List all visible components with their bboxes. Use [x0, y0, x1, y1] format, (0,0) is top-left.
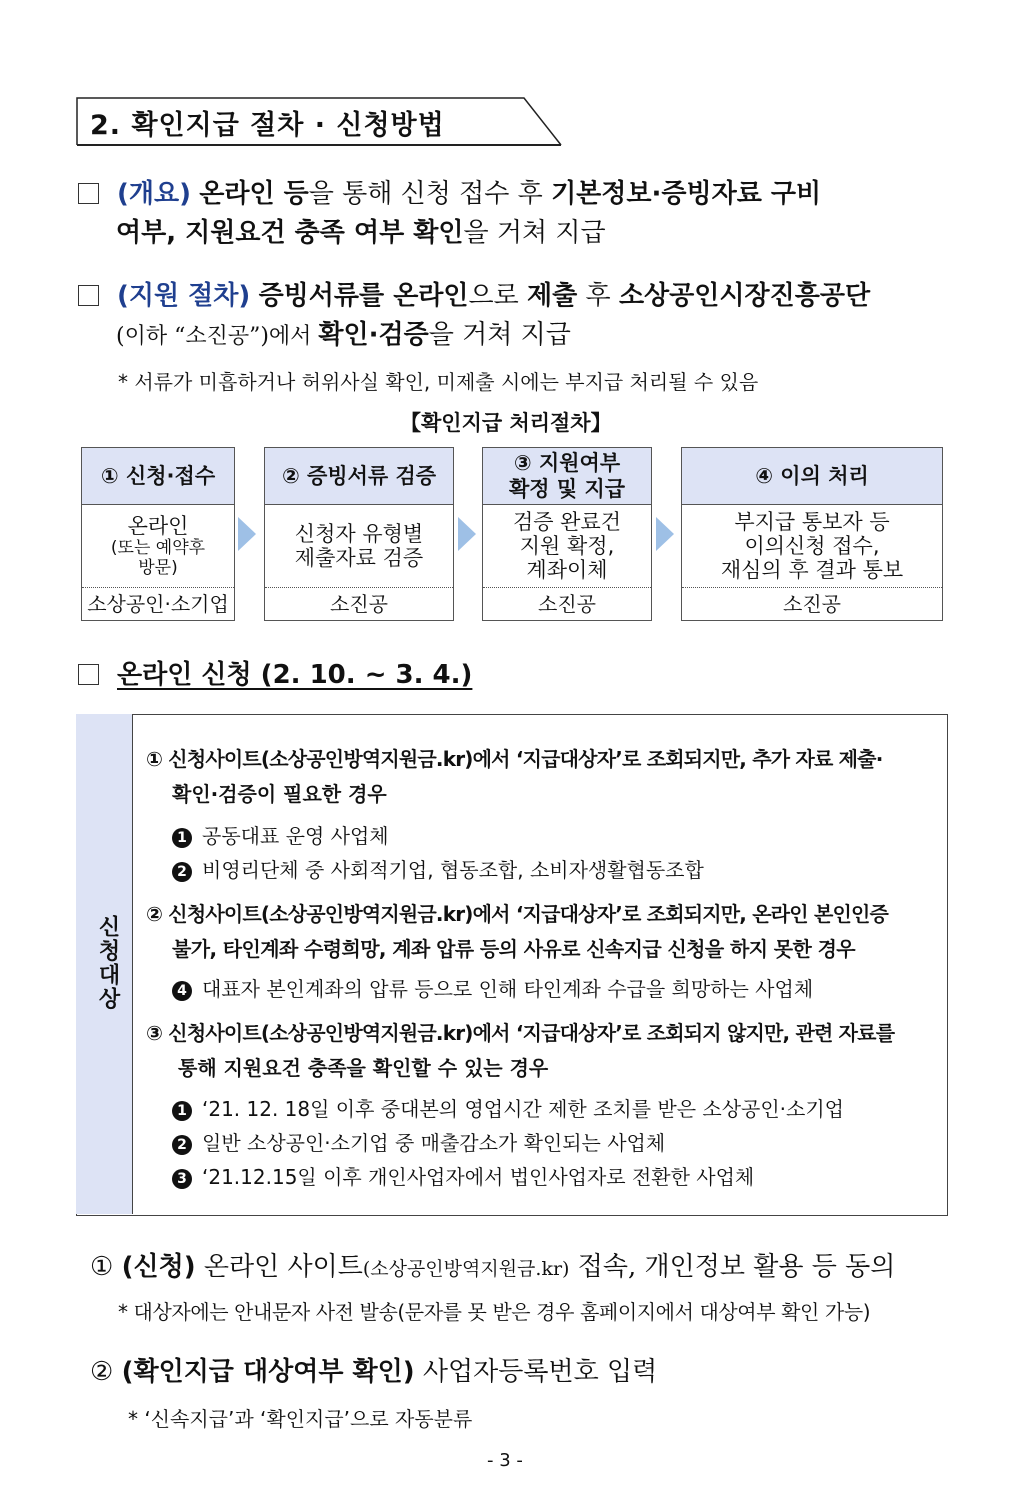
overview-line1: (개요) 온라인 등을 통해 신청 접수 후 기본정보·증빙자료 구비 — [78, 175, 948, 213]
flow-step-actor: 소진공 — [265, 587, 453, 620]
target-item: 4 대표자 본인계좌의 압류 등으로 인해 타인계좌 수급을 희망하는 사업체 — [172, 973, 813, 1002]
target-item: 3 ‘21.12.15일 이후 개인사업자에서 법인사업자로 전환한 사업체 — [172, 1161, 754, 1190]
flow-step-body: 방문) — [138, 558, 178, 578]
flow-step-body: 검증 완료건 — [512, 510, 622, 534]
flow-step-head: ③ 지원여부 확정 및 지급 — [483, 448, 651, 505]
flow-step-actor: 소상공인·소기업 — [82, 587, 234, 620]
flow-step-body: (또는 예약후 — [110, 538, 206, 558]
target-group-1-title: ① 신청사이트(소상공인방역지원금.kr)에서 ‘지급대상자’로 조회되지만, 추가 자료 제출· — [146, 747, 883, 771]
flow-step-body: 신청자 유형별 — [294, 522, 424, 546]
checkbox-icon — [78, 664, 99, 685]
step-1-note: * 대상자에는 안내문자 사전 발송(문자를 못 받은 경우 홈페이지에서 대상여부 확인 가능) — [118, 1300, 871, 1324]
flow-step-actor: 소진공 — [483, 587, 651, 620]
flow-step-actor: 소진공 — [682, 587, 942, 620]
flow-step-body: 부지급 통보자 등 — [734, 510, 890, 534]
arrow-right-icon — [238, 517, 256, 551]
target-item: 1 ‘21. 12. 18일 이후 중대본의 영업시간 제한 조치를 받은 소상공인·소기업 — [172, 1093, 844, 1122]
flow-title: 【확인지급 처리절차】 — [400, 411, 612, 435]
flow-step-head: ① 신청·접수 — [82, 448, 234, 505]
flow-step-body: 이의신청 접수, — [744, 534, 880, 558]
checkbox-icon — [78, 183, 99, 204]
flow-step-body: 제출자료 검증 — [294, 546, 424, 570]
target-group-3-title: ③ 신청사이트(소상공인방역지원금.kr)에서 ‘지급대상자’로 조회되지 않지만, 관련 자료를 — [146, 1021, 895, 1045]
step-2: ② (확인지급 대상여부 확인) 사업자등록번호 입력 — [90, 1357, 658, 1387]
target-item: 1 공동대표 운영 사업체 — [172, 820, 389, 849]
procedure-line1: (지원 절차) 증빙서류를 온라인으로 제출 후 소상공인시장진흥공단 — [78, 277, 958, 315]
flow-step-body: 재심의 후 결과 통보 — [720, 558, 904, 582]
flow-step-body: 계좌이체 — [526, 558, 608, 582]
target-item: 2 비영리단체 중 사회적기업, 협동조합, 소비자생활협동조합 — [172, 854, 704, 883]
target-item: 2 일반 소상공인·소기업 중 매출감소가 확인되는 사업체 — [172, 1127, 665, 1156]
procedure-line2: (이하 “소진공”)에서 확인·검증을 거쳐 지급 — [116, 320, 571, 350]
checkbox-icon — [78, 285, 99, 306]
overview-line2: 여부, 지원요건 충족 여부 확인을 거쳐 지급 — [116, 218, 606, 248]
section-heading: 2. 확인지급 절차 · 신청방법 — [90, 110, 445, 141]
online-heading: 온라인 신청 (2. 10. ~ 3. 4.) — [78, 656, 472, 694]
step-1: ① (신청) 온라인 사이트(소상공인방역지원금.kr) 접속, 개인정보 활용 등 동의 — [90, 1252, 896, 1282]
flow-step-body: 온라인 — [127, 514, 189, 538]
target-group-3-title-cont: 통해 지원요건 충족을 확인할 수 있는 경우 — [178, 1056, 549, 1080]
targets-side-label: 신청대상 — [95, 915, 120, 1011]
target-group-1-title-cont: 확인·검증이 필요한 경우 — [172, 782, 387, 806]
flow-step-body: 지원 확정, — [519, 534, 615, 558]
flow-step-1 — [81, 447, 235, 621]
procedure-note: * 서류가 미흡하거나 허위사실 확인, 미제출 시에는 부지급 처리될 수 있음 — [118, 370, 759, 394]
flow-step-2 — [264, 447, 454, 621]
flow-step-4 — [681, 447, 943, 621]
flow-step-head: ④ 이의 처리 — [682, 448, 942, 505]
target-group-2-title-cont: 불가, 타인계좌 수령희망, 계좌 압류 등의 사유로 신속지급 신청을 하지 못한 경우 — [172, 937, 856, 961]
step-2-note: * ‘신속지급’과 ‘확인지급’으로 자동분류 — [128, 1407, 473, 1431]
target-group-2-title: ② 신청사이트(소상공인방역지원금.kr)에서 ‘지급대상자’로 조회되지만, 온라인 본인인증 — [146, 902, 889, 926]
arrow-right-icon — [656, 517, 674, 551]
arrow-right-icon — [458, 517, 476, 551]
flow-step-3 — [482, 447, 652, 621]
flow-step-head: ② 증빙서류 검증 — [265, 448, 453, 505]
page-number: - 3 - — [487, 1450, 523, 1471]
